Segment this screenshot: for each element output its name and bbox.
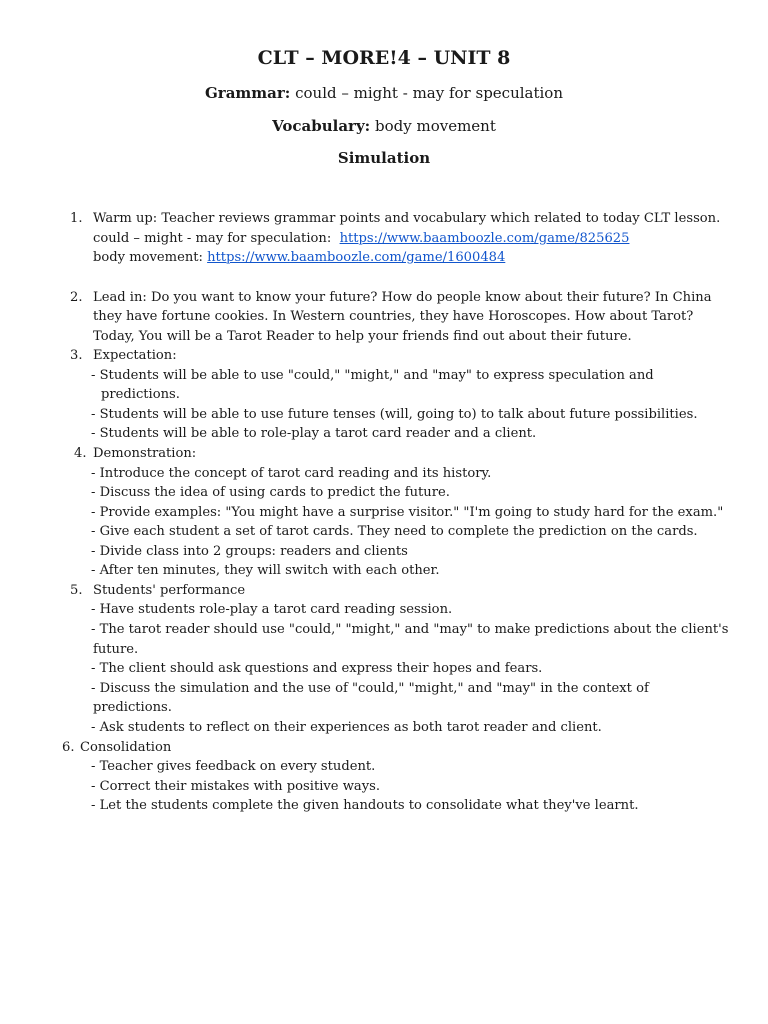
item-1-line: Warm up: Teacher reviews grammar points and vocabulary which related to today CLT lesson.	[93, 211, 721, 226]
item-2-number: 2.	[70, 290, 83, 305]
item-3-line: predictions.	[101, 387, 180, 402]
item-3-line: Expectation:	[93, 348, 177, 363]
item-5-line: - The client should ask questions and express their hopes and fears.	[91, 661, 543, 676]
item-6-line: - Correct their mistakes with positive ways.	[91, 779, 380, 794]
item-1-link2-line	[93, 248, 505, 268]
item-2-line: they have fortune cookies. In Western countries, they have Horoscopes. How about Tarot?	[93, 309, 694, 324]
item-4-line: - Provide examples: "You might have a surprise visitor." "I'm going to study hard for the exam."	[91, 505, 724, 520]
item-4-number: 4.	[74, 446, 87, 461]
baamboozle-grammar-link[interactable]: https://www.baamboozle.com/game/825625	[339, 231, 630, 246]
item-5-line: - Ask students to reflect on their experiences as both tarot reader and client.	[91, 720, 602, 735]
simulation-heading: Simulation	[337, 149, 431, 167]
document-title: CLT – MORE!4 – UNIT 8	[257, 47, 511, 69]
item-2-line: Today, You will be a Tarot Reader to help your friends find out about their future.	[93, 329, 632, 344]
vocabulary-value: body movement	[375, 117, 496, 135]
item-2-line: Lead in: Do you want to know your future? How do people know about their future? In China	[93, 290, 712, 305]
item-1-link1-prefix: could – might - may for speculation:	[93, 231, 332, 246]
item-3-line: - Students will be able to use "could," "might," and "may" to express speculation and	[91, 368, 654, 383]
item-5-line: Students' performance	[93, 583, 246, 598]
item-5-line: future.	[93, 642, 139, 657]
item-6-number: 6.	[62, 740, 75, 755]
item-4-line: - Divide class into 2 groups: readers and clients	[91, 544, 408, 559]
grammar-label: Grammar:	[205, 84, 291, 102]
item-3-line: - Students will be able to role-play a tarot card reader and a client.	[91, 426, 537, 441]
item-6-line: Consolidation	[80, 740, 172, 755]
item-5-number: 5.	[70, 583, 83, 598]
item-1-number: 1.	[70, 211, 83, 226]
item-1-link1-line	[93, 229, 629, 249]
item-6-line: - Teacher gives feedback on every student.	[91, 759, 376, 774]
item-4-line: - Introduce the concept of tarot card reading and its history.	[91, 466, 492, 481]
item-5-line: - The tarot reader should use "could," "might," and "may" to make predictions about the client's	[91, 622, 729, 637]
grammar-value: could – might - may for speculation	[295, 84, 563, 102]
item-3-line: - Students will be able to use future tenses (will, going to) to talk about future possibilities.	[91, 407, 698, 422]
item-5-line: - Discuss the simulation and the use of "could," "might," and "may" in the context of	[91, 681, 649, 696]
vocabulary-line	[0, 115, 768, 137]
item-4-line: Demonstration:	[93, 446, 197, 461]
item-4-line: - After ten minutes, they will switch with each other.	[91, 563, 440, 578]
grammar-line	[0, 82, 768, 104]
item-4-line: - Discuss the idea of using cards to predict the future.	[91, 485, 450, 500]
item-5-line: predictions.	[93, 700, 172, 715]
baamboozle-vocabulary-link[interactable]: https://www.baamboozle.com/game/1600484	[207, 250, 506, 265]
vocabulary-label: Vocabulary:	[272, 117, 371, 135]
item-6-line: - Let the students complete the given handouts to consolidate what they've learnt.	[91, 798, 639, 813]
item-4-line: - Give each student a set of tarot cards. They need to complete the prediction on the cards.	[91, 524, 698, 539]
item-5-line: - Have students role-play a tarot card reading session.	[91, 602, 453, 617]
item-1-link2-prefix: body movement:	[93, 250, 203, 265]
item-3-number: 3.	[70, 348, 83, 363]
